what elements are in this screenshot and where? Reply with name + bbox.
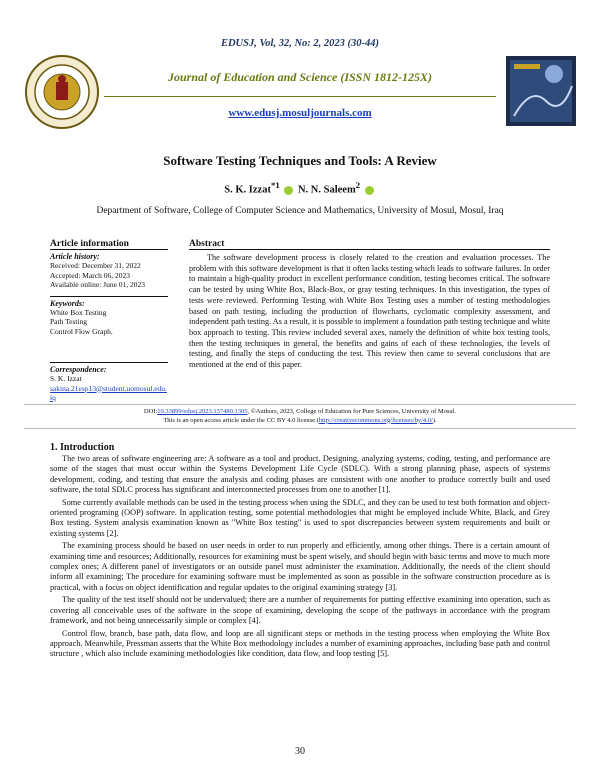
license-link[interactable]: http://creativecommons.org/licenses/by/4.0/ bbox=[318, 416, 433, 424]
keyword: White Box Testing bbox=[50, 307, 107, 317]
paper-title: Software Testing Techniques and Tools: A Review bbox=[163, 153, 437, 168]
page-number: 30 bbox=[295, 746, 305, 757]
body-paragraph: Some currently available methods can be used in the testing process when using the SDLC, and they can be used to test both formation and object-oriented programing (OOP) software. In application testing, some potential methodologies that might be employed include White, Black, and Grey Box testing. System analysis examination known as "White Box testing" is used to spot discrepancies between system requirements and built or existing systems [2]. bbox=[50, 497, 550, 538]
keyword: Path Testing bbox=[50, 317, 88, 326]
history-heading: Article history: bbox=[50, 252, 100, 261]
license-prefix: This is an open access article under the CC BY 4.0 license ( bbox=[163, 416, 319, 424]
body-paragraph: The quality of the test itself should not be undervalued; there are a number of requirements for putting effective examining into operation, such as covering all conceivable uses of the software in the scope of examining, developing the scope of the pathways in accordance with the program framework, and not being unnecessarily simple or complex [4]. bbox=[50, 595, 550, 626]
header-divider bbox=[104, 96, 496, 97]
history-received: Received: December 31, 2022 bbox=[50, 261, 141, 270]
author-name: S. K. Izzat bbox=[224, 184, 271, 196]
divider bbox=[189, 249, 550, 250]
correspondence-email-link[interactable]: sakina.21esp13@student.uomosul.edu.iq bbox=[50, 383, 167, 402]
journal-name: Journal of Education and Science (ISSN 1812-125X) bbox=[167, 70, 433, 84]
article-info-heading: Article information bbox=[50, 239, 129, 249]
doi-box-bottom-border bbox=[24, 428, 576, 429]
copyright-text: , ©Authors, 2023, College of Education for Pure Sciences, University of Mosul. bbox=[247, 408, 457, 415]
author-affiliation-mark: *1 bbox=[270, 180, 280, 190]
journal-header bbox=[24, 52, 576, 132]
section-heading-introduction: 1. Introduction bbox=[50, 442, 115, 453]
divider bbox=[50, 296, 168, 297]
university-seal-logo bbox=[24, 54, 100, 130]
author-affiliation-mark: 2 bbox=[355, 180, 361, 190]
body-paragraph: Control flow, branch, base path, data flow, and loop are all significant steps or methods in the testing process when employing the White Box approach. Meanwhile, Pressman asserts that the White Box methodology includes a number of examining approaches, including base path and control structure , which also include examining methodologies like condition, data flow, and loop testing [5]. bbox=[50, 628, 550, 659]
introduction-body bbox=[50, 454, 550, 662]
correspondence-name: S. K. Izzat bbox=[50, 374, 82, 383]
correspondence-heading: Correspondence: bbox=[50, 365, 107, 374]
divider bbox=[50, 362, 168, 363]
license-suffix: ). bbox=[432, 416, 437, 424]
author-name: N. N. Saleem bbox=[297, 184, 356, 196]
doi-prefix: DOI: bbox=[143, 408, 158, 415]
keyword: Control Flow Graph. bbox=[50, 326, 113, 336]
doi-notice bbox=[0, 408, 600, 425]
abstract-heading: Abstract bbox=[189, 239, 225, 249]
history-accepted: Accepted: March 06, 2023 bbox=[50, 270, 130, 280]
orcid-icon[interactable] bbox=[365, 186, 374, 195]
abstract-text: The software development process is closely related to the creation and evaluation processes. The problem with this software development is that it often lacks testing which leads to software failures. In order to maintain a high-quality product in excellent performance condition, testing becomes critical. The software can be tested by using White Box, Black-Box, or gray testing techniques. In this investigation, the types of tests were reviewed. Performing Testing with White Box Testing uses a number of testing methodologies based on path testing, including the production of flowcharts, cyclomatic complexity assessment, and independent path testing. As a result, it is possible to implement a foundation path testing technique and white box approach to testing. This review included several axes, namely the definition of white box testing tools, then the testing techniques in general, the benefits and gains of each of these technologies, the levels of testing, and finally the steps of conducting the test. This review then came to several conclusions that are mentioned at the end of this paper. bbox=[189, 253, 550, 370]
orcid-icon[interactable] bbox=[284, 186, 293, 195]
history-online: Available online: June 01, 2023 bbox=[50, 280, 146, 289]
doi-link[interactable]: 10.33899/edusj.2023.137480.1305 bbox=[157, 408, 248, 415]
journal-url-link[interactable]: www.edusj.mosuljournals.com bbox=[228, 107, 372, 119]
author-affiliation: Department of Software, College of Computer Science and Mathematics, University of Mosul, Mosul, Iraq bbox=[96, 206, 504, 216]
keywords-heading: Keywords: bbox=[50, 298, 85, 308]
article-info-sidebar bbox=[50, 239, 168, 403]
abstract-section bbox=[189, 239, 550, 371]
body-paragraph: The two areas of software engineering are: A software as a tool and product. Designing, analyzing systems, coding, testing, and performance are some of the stages that must occur within the Systems Development Life Cycle (SDLC). With a strong planning phase, aspects of systems development, coding, and testing that ensure the analysis and coding phases are consistent with one another to produce correctly built and used software, the total SDLC process has significant and interconnected processes from one to another [1]. bbox=[50, 454, 550, 495]
doi-box-top-border bbox=[24, 404, 576, 405]
journal-reference: EDUSJ, Vol, 32, No: 2, 2023 (30-44) bbox=[220, 38, 380, 49]
body-paragraph: The examining process should be based on user needs in order to run properly and efficiently, among other things. There is a certain amount of examining time and resources; Additionally, resources for examining must be spent wisely, and should begin with basic terms and move to much more complex ones; A different panel of investigators or an outside panel must administer the examination. Additionally, the needs of the client should inform all examining; The procedure for examining software must be implemented as soon as possible in the software construction procedure as is practical, with a focus on object identification and regular updates to the original examining strategy [3]. bbox=[50, 541, 550, 592]
journal-cover-image bbox=[506, 56, 576, 126]
divider bbox=[50, 249, 168, 250]
author-list bbox=[0, 180, 600, 196]
